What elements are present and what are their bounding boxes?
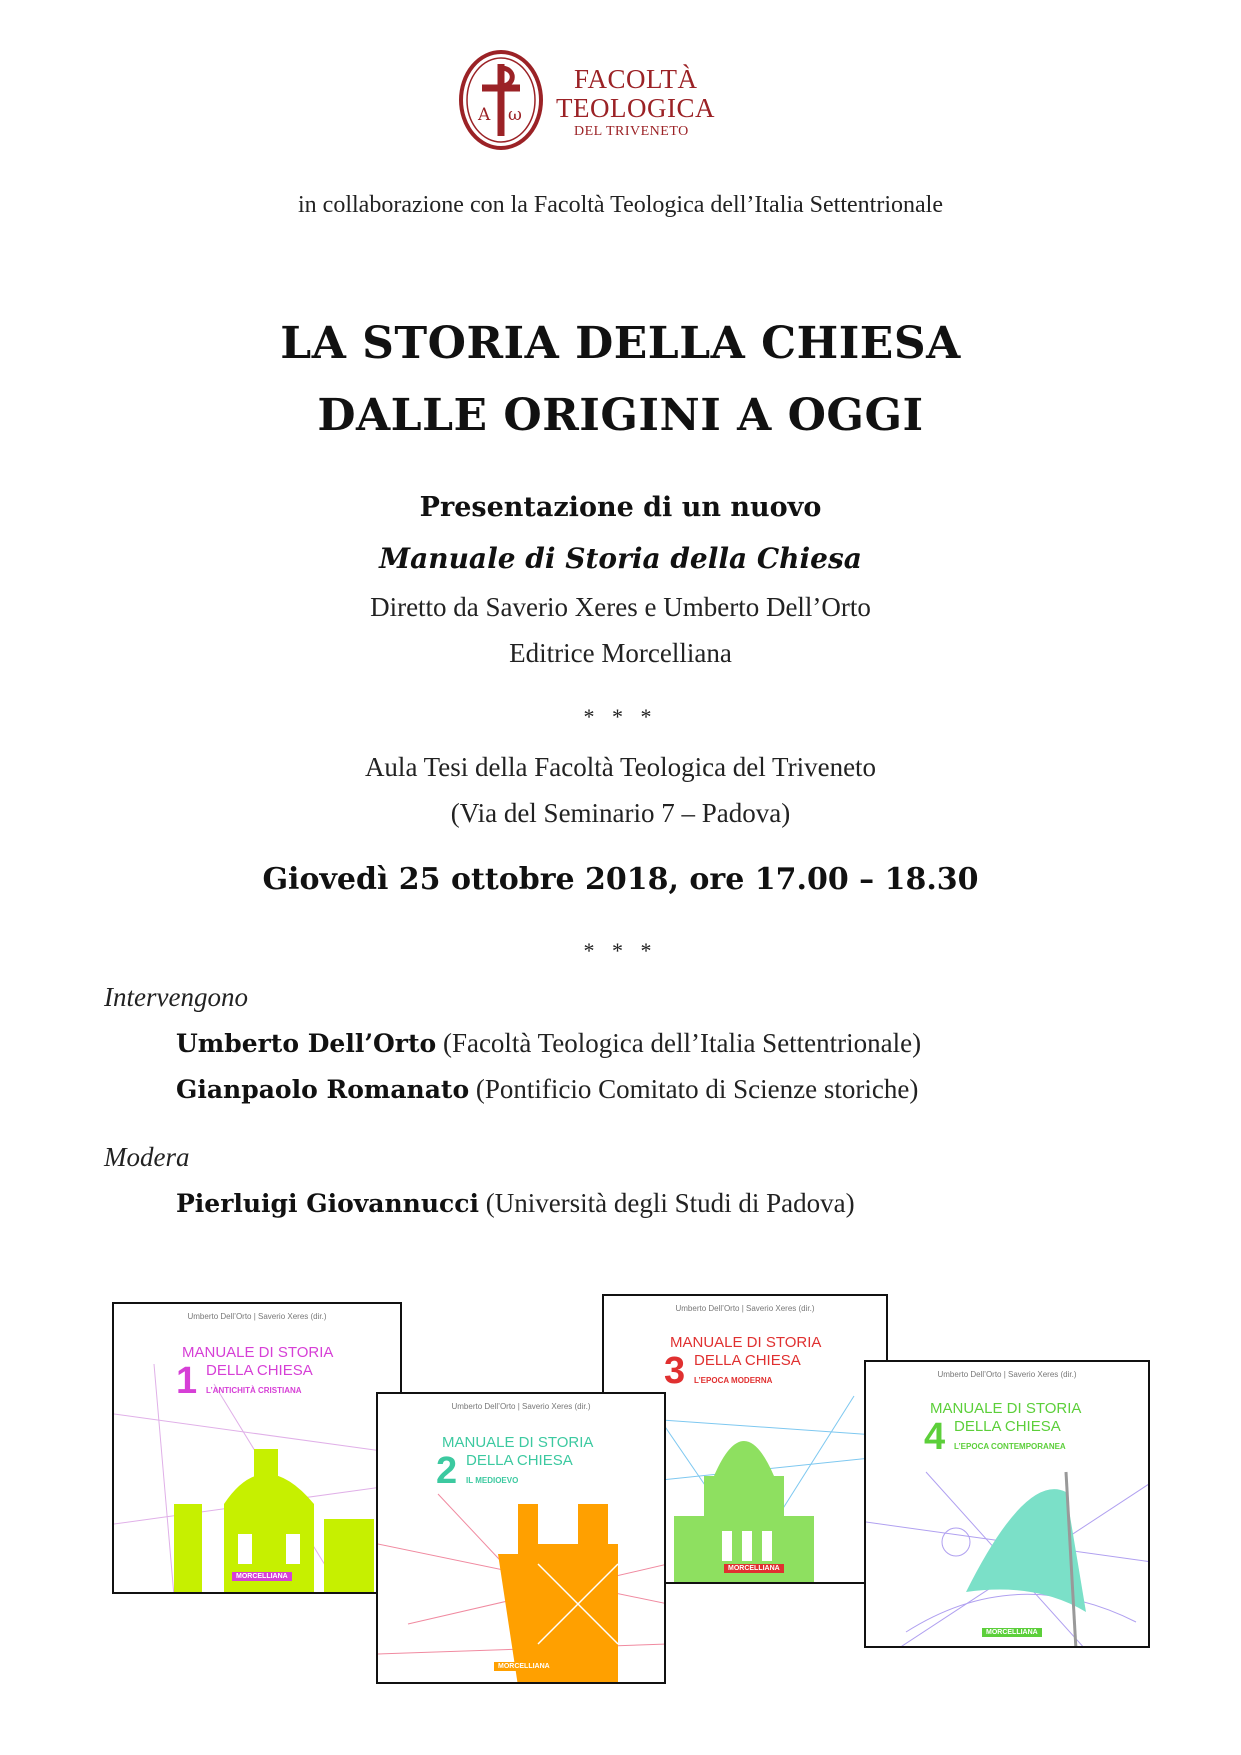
logo-line-1: FACOLTÀ	[574, 64, 698, 94]
cover-title-line-2: DELLA CHIESA	[206, 1362, 313, 1379]
cover-title-line-2: DELLA CHIESA	[954, 1418, 1061, 1435]
cover-title-line-2: DELLA CHIESA	[694, 1352, 801, 1369]
publisher-badge: MORCELLIANA	[494, 1662, 554, 1671]
book-cover-1	[112, 1302, 402, 1594]
event-date: Giovedì 25 ottobre 2018, ore 17.00 – 18.30	[262, 862, 979, 897]
institution-logo-text	[556, 66, 715, 139]
cover-title-line-1: MANUALE DI STORIA	[930, 1400, 1082, 1417]
speaker-affiliation: (Facoltà Teologica dell’Italia Settentrionale)	[442, 1028, 922, 1058]
cover-subtitle: L’EPOCA CONTEMPORANEA	[954, 1442, 1066, 1451]
chi-rho-seal-icon	[458, 48, 544, 152]
separator: * * *	[583, 938, 658, 963]
speaker-line	[176, 1028, 921, 1059]
publisher-badge: MORCELLIANA	[982, 1628, 1042, 1637]
moderator-name: Pierluigi Giovannucci	[176, 1189, 479, 1218]
publisher-badge: MORCELLIANA	[232, 1572, 292, 1581]
venue-place: Aula Tesi della Facoltà Teologica del Triveneto	[364, 752, 877, 782]
svg-text:ω: ω	[508, 105, 522, 125]
speakers-label: Intervengono	[104, 982, 248, 1012]
presentation-intro: Presentazione di un nuovo	[419, 492, 822, 523]
cover-title-line-1: MANUALE DI STORIA	[442, 1434, 594, 1451]
cover-authors: Umberto Dell’Orto | Saverio Xeres (dir.)	[187, 1312, 327, 1321]
speaker-line	[176, 1074, 918, 1105]
cover-volume-number: 3	[664, 1350, 686, 1392]
cover-subtitle: L’EPOCA MODERNA	[694, 1376, 773, 1385]
cover-volume-number: 1	[176, 1360, 198, 1402]
speaker-name: Gianpaolo Romanato	[176, 1075, 470, 1104]
logo-line-2: TEOLOGICA	[556, 93, 715, 123]
cover-volume-number: 4	[924, 1416, 946, 1458]
cover-title-line-2: DELLA CHIESA	[466, 1452, 573, 1469]
page-title-line-1: LA STORIA DELLA CHIESA	[280, 318, 961, 369]
cover-title-line-1: MANUALE DI STORIA	[670, 1334, 822, 1351]
speaker-name: Umberto Dell’Orto	[176, 1029, 437, 1058]
cover-authors: Umberto Dell’Orto | Saverio Xeres (dir.)	[937, 1370, 1077, 1379]
publisher-badge: MORCELLIANA	[724, 1564, 784, 1573]
book-cover-4	[864, 1360, 1150, 1648]
collaboration-note: in collaborazione con la Facoltà Teologica dell’Italia Settentrionale	[298, 192, 943, 218]
publisher-line: Editrice Morcelliana	[509, 638, 732, 668]
svg-text:A: A	[478, 105, 491, 125]
cover-subtitle: IL MEDIOEVO	[466, 1476, 519, 1485]
moderator-affiliation: (Università degli Studi di Padova)	[485, 1188, 855, 1218]
moderator-label: Modera	[104, 1142, 190, 1172]
book-title: Manuale di Storia della Chiesa	[379, 542, 862, 575]
cover-authors: Umberto Dell’Orto | Saverio Xeres (dir.)	[675, 1304, 815, 1313]
cover-subtitle: L’ANTICHITÀ CRISTIANA	[206, 1386, 302, 1395]
cover-volume-number: 2	[436, 1450, 458, 1492]
separator: * * *	[583, 704, 658, 729]
cover-title-line-1: MANUALE DI STORIA	[182, 1344, 334, 1361]
editors-line: Diretto da Saverio Xeres e Umberto Dell’Orto	[370, 592, 871, 622]
venue-address: (Via del Seminario 7 – Padova)	[450, 798, 791, 828]
logo-line-3: DEL TRIVENETO	[574, 124, 689, 139]
page-title-line-2: DALLE ORIGINI A OGGI	[317, 390, 924, 441]
moderator-line	[176, 1188, 855, 1219]
book-cover-2	[376, 1392, 666, 1684]
cover-authors: Umberto Dell’Orto | Saverio Xeres (dir.)	[451, 1402, 591, 1411]
speaker-affiliation: (Pontificio Comitato di Scienze storiche)	[475, 1074, 919, 1104]
